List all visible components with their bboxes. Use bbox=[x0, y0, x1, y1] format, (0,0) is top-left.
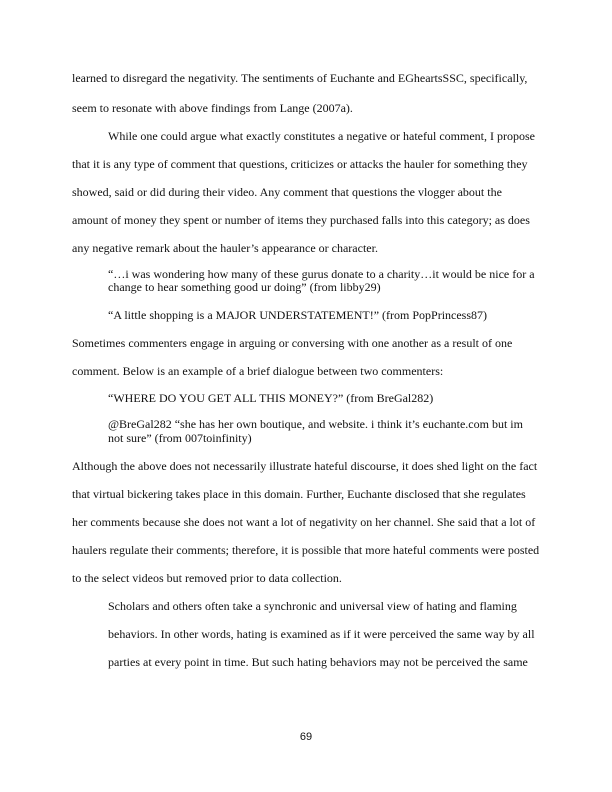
page-number: 69 bbox=[299, 731, 313, 743]
block-quote-line: @BreGal282 “she has her own boutique, and website. i think it’s euchante.com but im bbox=[108, 417, 523, 431]
block-quote-line: change to hear something good ur doing” (from libby29) bbox=[108, 280, 381, 294]
body-text-line: While one could argue what exactly constitutes a negative or hateful comment, I propose bbox=[108, 129, 535, 143]
body-text-line: Although the above does not necessarily illustrate hateful discourse, it does shed light on the fact bbox=[72, 459, 538, 473]
body-text-line: that it is any type of comment that questions, criticizes or attacks the hauler for something they bbox=[72, 157, 528, 171]
body-text-line: haulers regulate their comments; therefore, it is possible that more hateful comments were posted bbox=[72, 543, 540, 557]
body-text-line: showed, said or did during their video. Any comment that questions the vlogger about the bbox=[72, 185, 502, 199]
body-text-line: her comments because she does not want a lot of negativity on her channel. She said that a lot of bbox=[72, 515, 536, 529]
body-text-line: that virtual bickering takes place in this domain. Further, Euchante disclosed that she regulates bbox=[72, 487, 526, 501]
block-quote-line: not sure” (from 007toinfinity) bbox=[108, 431, 252, 445]
block-quote-line: “A little shopping is a MAJOR UNDERSTATEMENT!” (from PopPrincess87) bbox=[108, 308, 488, 322]
body-text-line: comment. Below is an example of a brief dialogue between two commenters: bbox=[72, 364, 444, 378]
body-text-line: seem to resonate with above findings from Lange (2007a). bbox=[72, 101, 353, 115]
body-text-line: to the select videos but removed prior to data collection. bbox=[72, 571, 342, 585]
body-text-line: behaviors. In other words, hating is examined as if it were perceived the same way by all bbox=[108, 627, 535, 641]
body-text-line: Scholars and others often take a synchronic and universal view of hating and flaming bbox=[108, 599, 517, 613]
body-text-line: any negative remark about the hauler’s appearance or character. bbox=[72, 241, 378, 255]
body-text-line: parties at every point in time. But such hating behaviors may not be perceived the same bbox=[108, 655, 528, 669]
block-quote-line: “…i was wondering how many of these gurus donate to a charity…it would be nice for a bbox=[108, 267, 535, 281]
body-text-line: Sometimes commenters engage in arguing or conversing with one another as a result of one bbox=[72, 336, 513, 350]
body-text-line: learned to disregard the negativity. The sentiments of Euchante and EGheartsSSC, specifically, bbox=[72, 71, 528, 85]
body-text-line: amount of money they spent or number of items they purchased falls into this category; as does bbox=[72, 213, 530, 227]
block-quote-line: “WHERE DO YOU GET ALL THIS MONEY?” (from BreGal282) bbox=[108, 391, 434, 405]
